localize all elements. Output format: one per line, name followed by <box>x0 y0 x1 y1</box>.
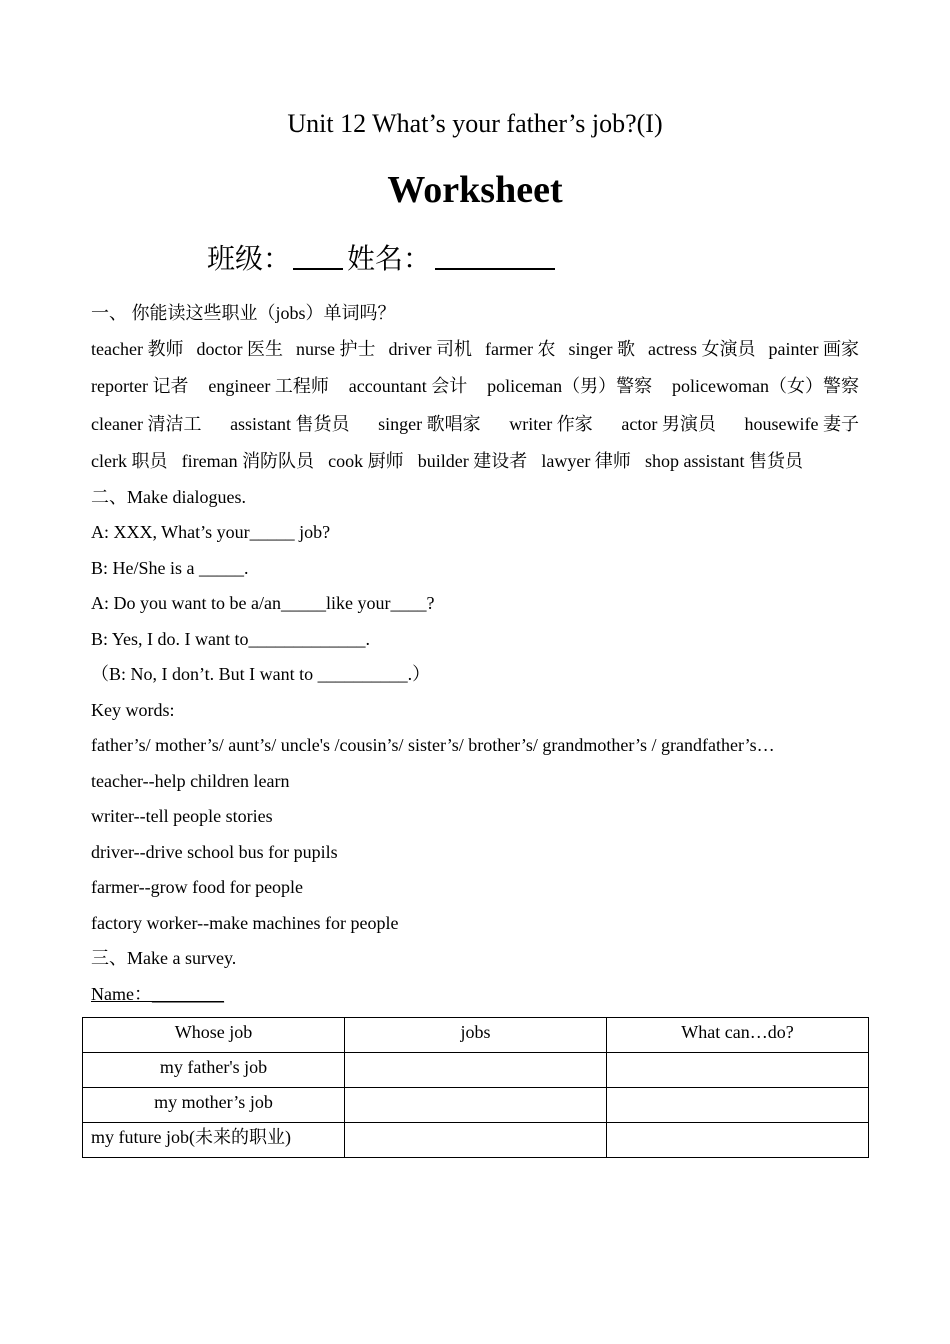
job-word: builder 建设者 <box>417 451 528 471</box>
table-row <box>83 1053 869 1088</box>
job-word: accountant 会计 <box>348 376 468 396</box>
dialogue-line: A: XXX, What’s your_____ job? <box>91 522 331 542</box>
name-label: 姓名： <box>347 244 432 275</box>
table-cell-jobs[interactable] <box>345 1123 607 1158</box>
job-word: clerk 职员 <box>91 451 168 471</box>
key-word-line: factory worker--make machines for people <box>91 913 399 933</box>
key-word-line: father’s/ mother’s/ aunt’s/ uncle's /cousin’s/ sister’s/ brother’s/ grandmother’s / grandfather’s… <box>91 735 775 755</box>
table-cell-whose: my father's job <box>83 1053 345 1088</box>
key-words-label: Key words: <box>91 700 175 720</box>
table-cell-whose: my mother’s job <box>83 1088 345 1123</box>
job-word: fireman 消防队员 <box>181 451 315 471</box>
job-word: actress 女演员 <box>647 339 756 359</box>
job-word: cleaner 清洁工 <box>91 414 202 434</box>
table-cell-what-can[interactable] <box>607 1053 869 1088</box>
job-word: actor 男演员 <box>621 414 716 434</box>
dialogue-line: B: Yes, I do. I want to_____________. <box>91 629 371 649</box>
job-word: cook 厨师 <box>328 451 404 471</box>
job-word: singer 歌唱家 <box>378 414 481 434</box>
job-words-row-4 <box>91 448 803 474</box>
survey-table <box>82 1017 869 1158</box>
job-word: reporter 记者 <box>91 376 189 396</box>
worksheet-heading: Worksheet <box>387 169 563 211</box>
table-cell-what-can[interactable] <box>607 1088 869 1123</box>
job-word: shop assistant 售货员 <box>644 451 803 471</box>
job-words-row-1 <box>91 336 859 362</box>
job-word: nurse 护士 <box>295 339 376 359</box>
job-word: doctor 医生 <box>196 339 283 359</box>
table-row <box>83 1088 869 1123</box>
dialogue-line: B: He/She is a _____. <box>91 558 249 578</box>
table-cell-whose: my future job(未来的职业) <box>83 1123 345 1158</box>
job-word: housewife 妻子 <box>744 414 859 434</box>
table-header-row <box>83 1018 869 1053</box>
key-word-line: farmer--grow food for people <box>91 877 304 897</box>
key-word-line: driver--drive school bus for pupils <box>91 842 338 862</box>
class-name-line <box>207 240 555 280</box>
job-word: driver 司机 <box>388 339 472 359</box>
name-blank[interactable] <box>435 240 555 270</box>
table-row <box>83 1123 869 1158</box>
job-word: writer 作家 <box>509 414 593 434</box>
job-word: assistant 售货员 <box>230 414 350 434</box>
page-title: Unit 12 What’s your father’s job?(I) <box>287 109 663 138</box>
class-label: 班级： <box>207 244 292 275</box>
section3-heading: 三、Make a survey. <box>91 948 237 968</box>
table-header-cell: Whose job <box>83 1018 345 1053</box>
job-word: policeman（男）警察 <box>487 376 653 396</box>
job-word: lawyer 律师 <box>541 451 631 471</box>
job-word: farmer 农 <box>484 339 556 359</box>
dialogue-line: A: Do you want to be a/an_____like your____? <box>91 593 435 613</box>
key-word-line: writer--tell people stories <box>91 806 273 826</box>
table-header-cell: What can…do? <box>607 1018 869 1053</box>
class-blank[interactable] <box>293 240 343 270</box>
table-cell-jobs[interactable] <box>345 1088 607 1123</box>
key-word-line: teacher--help children learn <box>91 771 290 791</box>
job-word: painter 画家 <box>768 339 859 359</box>
job-word: policewoman（女）警察 <box>672 376 859 396</box>
table-header-cell: jobs <box>345 1018 607 1053</box>
job-word: engineer 工程师 <box>208 376 329 396</box>
job-word: singer 歌 <box>568 339 635 359</box>
dialogue-line: （B: No, I don’t. But I want to __________.） <box>91 664 431 684</box>
table-cell-jobs[interactable] <box>345 1053 607 1088</box>
section1-heading: 一、 你能读这些职业（jobs）单词吗？ <box>91 303 396 323</box>
section2-heading: 二、Make dialogues. <box>91 487 246 507</box>
job-words-row-3 <box>91 411 859 437</box>
job-word: teacher 教师 <box>91 339 184 359</box>
survey-name-field[interactable]: Name：________ <box>91 984 224 1004</box>
table-cell-what-can[interactable] <box>607 1123 869 1158</box>
job-words-row-2 <box>91 373 859 399</box>
